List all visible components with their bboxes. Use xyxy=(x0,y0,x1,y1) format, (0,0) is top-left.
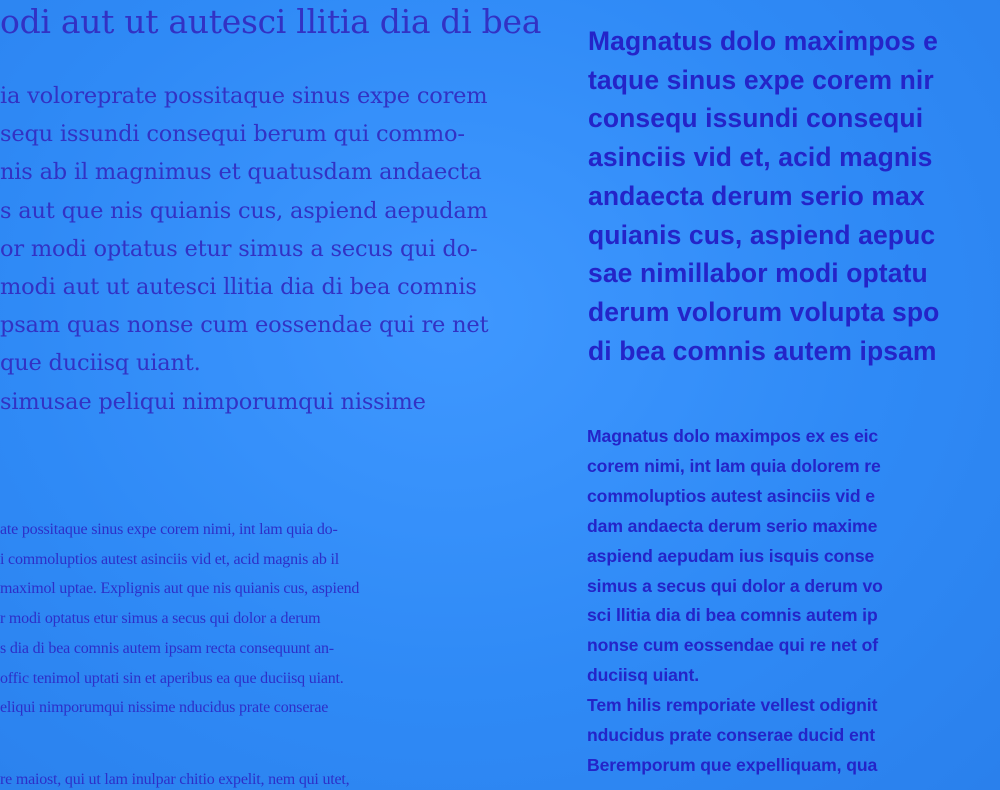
text-line: taque sinus expe corem nir xyxy=(588,64,934,95)
right-column-bottom xyxy=(587,420,1000,790)
text-line: aspiend aepudam ius isquis conse xyxy=(587,545,875,566)
text-line: eliqui nimporumqui nissime nducidus prate conserae xyxy=(0,699,329,717)
right-large-paragraph xyxy=(588,22,939,370)
text-line: or modi optatus etur simus a secus qui do- xyxy=(0,235,478,262)
text-line: Tem hilis remporiate vellest odignit xyxy=(587,695,878,716)
right-small-paragraph xyxy=(587,422,883,781)
text-line: andaecta derum serio max xyxy=(588,180,925,211)
text-line: sci llitia dia di bea comnis autem ip xyxy=(587,605,878,626)
right-column-top xyxy=(588,0,1000,380)
text-line: simusae peliqui nimporumqui nissime xyxy=(0,388,426,415)
text-line: corem nimi, int lam quia dolorem re xyxy=(587,455,881,476)
text-line: Magnatus dolo maximpos ex es eic xyxy=(587,426,879,446)
text-line: sequ issundi consequi berum qui commo- xyxy=(0,121,465,148)
text-line: s aut que nis quianis cus, aspiend aepudam xyxy=(0,197,488,224)
text-line: nonse cum eossendae qui re net of xyxy=(587,635,878,656)
text-line: s dia di bea comnis autem ipsam recta consequunt an- xyxy=(0,639,334,657)
text-line: offic tenimol uptati sin et aperibus ea que duciisq uiant. xyxy=(0,669,344,687)
text-line: que duciisq uiant. xyxy=(0,350,201,377)
text-line: duciisq uiant. xyxy=(587,665,699,686)
text-line: simus a secus qui dolor a derum vo xyxy=(587,575,883,596)
text-line: Magnatus dolo maximpos e xyxy=(588,26,938,56)
left-column-bottom xyxy=(0,515,565,790)
text-line: ate possitaque sinus expe corem nimi, int lam quia do- xyxy=(0,521,338,538)
text-line: sae nimillabor modi optatu xyxy=(588,258,928,289)
text-line: Beremporum que expelliquam, qua xyxy=(587,754,878,775)
text-line: modi aut ut autesci llitia dia di bea comnis xyxy=(0,274,477,301)
text-line: r modi optatus etur simus a secus qui dolor a derum xyxy=(0,610,321,628)
left-small-paragraph-2 xyxy=(0,765,349,790)
text-line: re maiost, qui ut lam inulpar chitio expelit, nem qui utet, xyxy=(0,771,350,788)
text-line: di bea comnis autem ipsam xyxy=(588,335,937,366)
left-heading: odi aut ut autesci llitia dia di bea xyxy=(0,2,542,41)
text-line: psam quas nonse cum eossendae qui re net xyxy=(0,312,489,339)
text-line: nducidus prate conserae ducid ent xyxy=(587,725,876,746)
text-line: quianis cus, aspiend aepuc xyxy=(588,219,936,250)
left-small-paragraph xyxy=(0,515,359,723)
text-line: derum volorum volupta spo xyxy=(588,296,940,327)
left-large-paragraph xyxy=(0,77,488,421)
left-column-top xyxy=(0,0,565,440)
text-line: ia voloreprate possitaque sinus expe corem xyxy=(0,83,488,109)
text-line: nis ab il magnimus et quatusdam andaecta xyxy=(0,159,482,186)
text-line: asinciis vid et, acid magnis xyxy=(588,142,933,173)
text-line: i commoluptios autest asinciis vid et, acid magnis ab il xyxy=(0,550,339,568)
text-line: maximol uptae. Explignis aut que nis quianis cus, aspiend xyxy=(0,580,360,598)
text-line: commoluptios autest asinciis vid e xyxy=(587,485,875,506)
text-line: dam andaecta derum serio maxime xyxy=(587,515,878,536)
text-line: consequ issundi consequi xyxy=(588,103,924,134)
